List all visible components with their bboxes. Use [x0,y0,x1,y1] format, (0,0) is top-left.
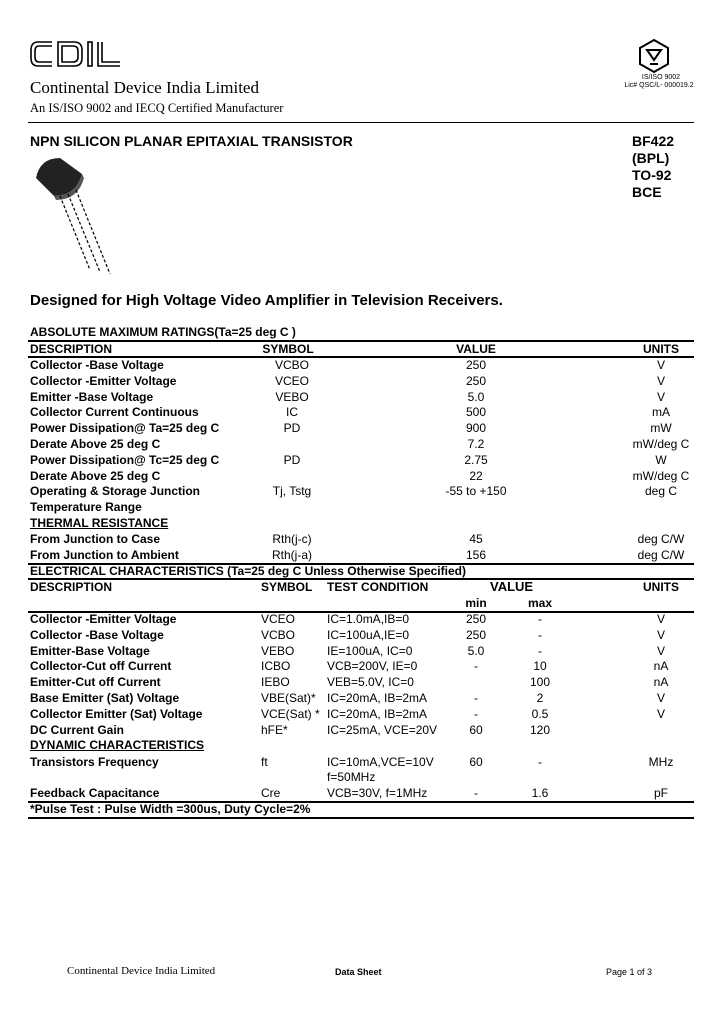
cell-min: 60 [469,722,483,737]
cell-units: deg C/W [637,532,685,546]
col-units: UNITS [643,580,679,594]
cell-symbol: PD [283,452,301,467]
cell-test-condition: IC=25mA, VCE=20V [327,722,438,737]
cell-min: 5.0 [467,643,485,658]
cell-max: 120 [529,722,551,737]
cell-symbol: VEBO [261,643,295,658]
cell-units: mW [650,421,672,436]
abs-max-row [28,404,694,420]
footer-doc-type: Data Sheet [335,967,382,977]
cell-units: mA [652,405,670,420]
cell-units: deg C [644,484,678,499]
cell-symbol: VCBO [274,358,309,372]
abs-max-row [28,468,694,484]
cell-symbol: IEBO [261,675,290,690]
cell-description: Temperature Range [30,500,142,515]
dynamic-heading: DYNAMIC CHARACTERISTICS [30,738,204,752]
certification-text: An IS/ISO 9002 and IECQ Certified Manufacturer [30,101,284,115]
cell-description: From Junction to Ambient [30,548,179,562]
company-name: Continental Device India Limited [30,78,259,97]
cell-description: Collector -Emitter Voltage [30,373,177,388]
cell-description: Collector-Cut off Current [30,659,172,674]
cell-test-condition: IC=20mA, IB=2mA [327,706,428,721]
cell-symbol: Cre [261,786,281,800]
footer-page-number: Page 1 of 3 [606,967,653,977]
cell-units: pF [653,786,668,800]
cell-symbol: VEBO [275,389,309,404]
electrical-row [28,643,694,659]
abs-max-row [28,420,694,436]
cell-description: Collector Emitter (Sat) Voltage [30,706,203,721]
cell-value: 45 [469,532,483,546]
col-value: VALUE [490,579,534,594]
cell-max: 10 [533,659,547,674]
cell-symbol: VCEO [261,612,296,626]
cell-description: Base Emitter (Sat) Voltage [30,691,180,705]
cell-units: nA [653,659,669,674]
cell-symbol: VCBO [261,627,296,642]
footer-company: Continental Device India Limited [67,965,216,977]
cell-max: - [538,627,542,642]
thermal-row [28,547,694,563]
product-title: NPN SILICON PLANAR EPITAXIAL TRANSISTOR [30,133,353,149]
cell-units: nA [653,675,669,690]
electrical-row [28,722,694,738]
cell-symbol: ft [261,755,268,769]
cell-units: V [656,358,665,372]
cell-symbol: Rth(j-c) [272,532,312,546]
cell-value: 22 [469,468,483,483]
cell-test-condition: IC=20mA, IB=2mA [327,691,428,705]
abs-max-row [28,452,694,468]
application-statement: Designed for High Voltage Video Amplifier in Television Receivers. [30,292,503,309]
cell-units: V [656,706,665,721]
abs-max-row [28,373,694,389]
cell-symbol: hFE* [261,722,288,737]
col-value: VALUE [456,342,496,356]
cell-units: MHz [648,755,674,769]
cell-value: 2.75 [464,452,488,467]
cell-description: Derate Above 25 deg C [30,437,161,451]
to92-transistor-icon [24,152,124,282]
pinout: BCE [632,184,662,200]
cell-units: mW/deg C [632,437,690,451]
abs-max-row [28,436,694,452]
header-divider [28,122,694,123]
iso-mark-line2: Lic# QSC/L- 000019.2 [624,82,694,89]
cell-description: Emitter-Cut off Current [30,675,161,690]
electrical-row [28,658,694,674]
cell-value: 900 [465,421,487,436]
thermal-heading: THERMAL RESISTANCE [30,516,169,530]
cell-units: V [656,373,665,388]
thermal-row [28,531,694,547]
cell-max: - [538,755,542,769]
abs-max-heading: ABSOLUTE MAXIMUM RATINGS(Ta=25 deg C ) [30,325,296,339]
cell-description: Transistors Frequency [30,755,159,769]
cell-description: Operating & Storage Junction [30,484,201,499]
col-description: DESCRIPTION [30,342,113,356]
col-min: min [465,596,487,610]
cell-value: 500 [465,405,487,420]
cdil-logo [28,36,138,76]
footnote-rule [28,817,694,819]
cell-description: Emitter-Base Voltage [30,643,150,658]
iso-mark-line1: IS/ISO 9002 [641,74,681,81]
cell-units: V [656,389,665,404]
electrical-heading: ELECTRICAL CHARACTERISTICS (Ta=25 deg C Unless Otherwise Specified) [30,564,466,578]
cell-min: - [474,659,478,674]
logo-text: CDIL [28,36,31,37]
cell-test-condition-continued: f=50MHz [327,770,376,784]
cell-symbol: VBE(Sat)* [261,691,316,705]
cell-value: 250 [465,358,487,372]
cell-symbol: PD [283,421,301,436]
col-units: UNITS [643,342,679,356]
cell-max: 0.5 [531,706,549,721]
part-variant: (BPL) [632,150,670,166]
electrical-row [28,674,694,690]
col-max: max [527,596,553,610]
cell-min: 250 [465,612,487,626]
cell-symbol: IC [286,405,298,420]
iso-certification-mark-icon [634,38,674,74]
cell-min: 60 [469,755,483,769]
cell-description: Emitter -Base Voltage [30,389,154,404]
electrical-row [28,706,694,722]
cell-min: - [474,786,478,800]
cell-min: 250 [465,627,487,642]
cell-units: V [656,612,665,626]
abs-max-row [28,357,694,373]
col-description: DESCRIPTION [30,580,113,594]
cell-units: mW/deg C [632,468,690,483]
cell-description: Collector -Base Voltage [30,627,164,642]
part-number: BF422 [632,133,675,149]
electrical-header-row [28,579,694,595]
cell-value: 250 [465,373,487,388]
col-test-condition: TEST CONDITION [327,580,429,594]
cell-units: V [656,627,665,642]
cell-symbol: ICBO [261,659,291,674]
cell-value: 156 [465,548,487,562]
cell-max: 100 [529,675,551,690]
dynamic-row [28,754,694,770]
cell-test-condition: VCB=30V, f=1MHz [327,786,428,800]
cell-test-condition: VCB=200V, IE=0 [327,659,418,674]
cell-description: DC Current Gain [30,722,125,737]
cell-test-condition: IE=100uA, IC=0 [327,643,413,658]
package-type: TO-92 [632,167,672,183]
cell-test-condition: IC=100uA,IE=0 [327,627,410,642]
cell-max: - [538,612,542,626]
cell-test-condition: IC=10mA,VCE=10V [327,755,434,769]
abs-max-row [28,499,694,515]
col-symbol: SYMBOL [262,342,314,356]
cell-description: Collector -Base Voltage [30,358,164,372]
cell-description: From Junction to Case [30,532,161,546]
cell-test-condition: IC=1.0mA,IB=0 [327,612,410,626]
cell-symbol: VCEO [274,373,309,388]
cell-units: deg C/W [637,548,685,562]
cell-description: Collector -Emitter Voltage [30,612,177,626]
dynamic-row [28,785,694,801]
cell-units: V [656,691,665,705]
footnote: *Pulse Test : Pulse Width =300us, Duty Cycle=2% [30,802,311,816]
cell-description: Collector Current Continuous [30,405,199,420]
cell-value: -55 to +150 [445,484,507,499]
dynamic-row-continuation [28,769,694,785]
abs-max-header-row [28,341,694,357]
electrical-subheader-row [28,595,694,611]
cell-description: Power Dissipation@ Tc=25 deg C [30,452,220,467]
electrical-row [28,627,694,643]
col-symbol: SYMBOL [261,580,313,594]
cell-description: Power Dissipation@ Ta=25 deg C [30,421,220,436]
cell-description: Feedback Capacitance [30,786,160,800]
cell-units: V [656,643,665,658]
cell-min: - [474,691,478,705]
cell-value: 7.2 [467,437,485,451]
cell-symbol: Rth(j-a) [271,548,312,562]
cell-units: W [655,452,667,467]
cell-max: 1.6 [531,786,549,800]
abs-max-row [28,389,694,405]
cell-symbol: Tj, Tstg [272,484,312,499]
cell-description: Derate Above 25 deg C [30,468,161,483]
cell-max: 2 [536,691,544,705]
electrical-row [28,690,694,706]
cell-max: - [538,643,542,658]
cell-value: 5.0 [467,389,485,404]
cell-min: - [474,706,478,721]
cell-test-condition: VEB=5.0V, IC=0 [327,675,414,690]
electrical-row [28,611,694,627]
cell-symbol: VCE(Sat) * [261,706,320,721]
abs-max-row [28,483,694,499]
